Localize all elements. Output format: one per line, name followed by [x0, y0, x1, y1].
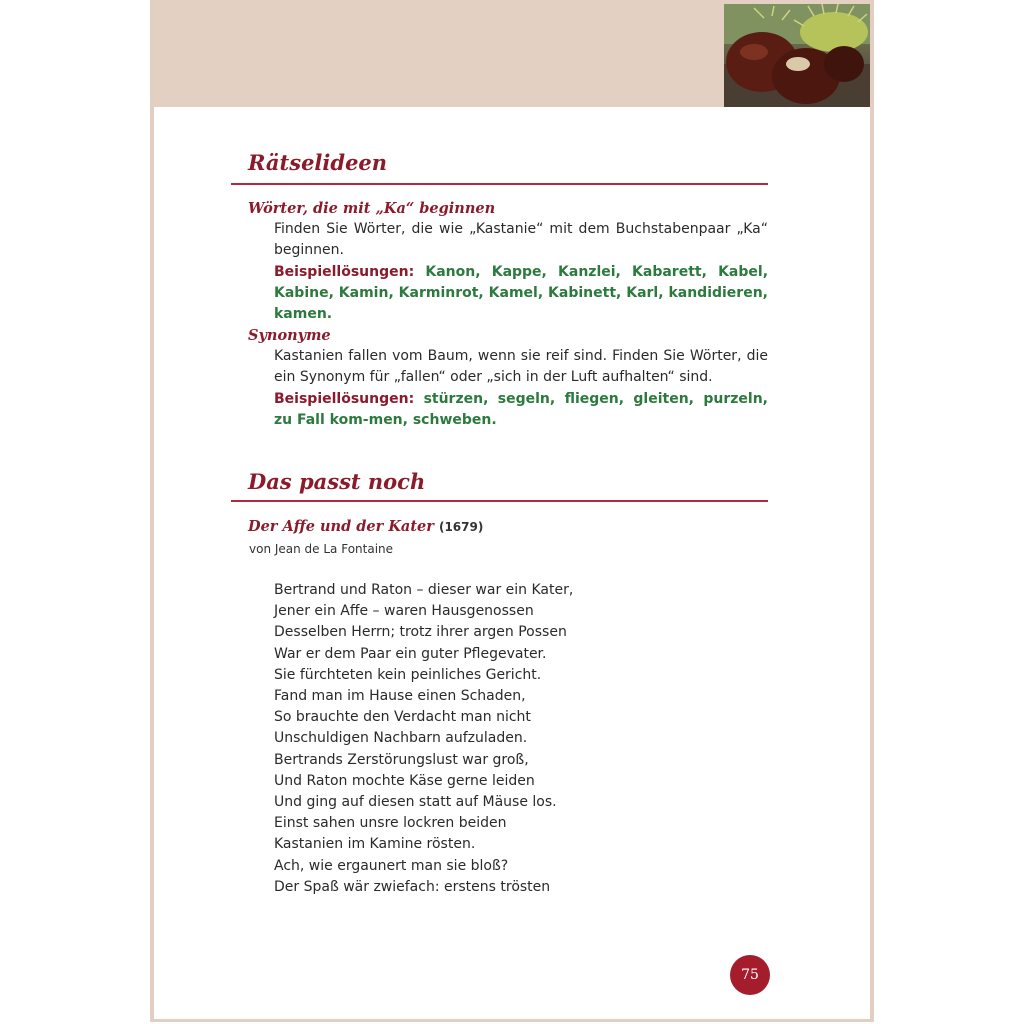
chestnut-photo: [724, 4, 870, 107]
poem-title: [248, 518, 483, 535]
poem-line: Bertrands Zerstörungslust war groß,: [274, 751, 529, 768]
poem-line: Bertrand und Raton – dieser war ein Kater,: [274, 582, 574, 598]
poem-line: Unschuldigen Nachbarn aufzuladen.: [274, 730, 528, 747]
paragraph-ka-words: Finden Sie Wörter, die wie „Kastanie“ mit dem Buchstabenpaar „Ka“ beginnen.: [274, 221, 768, 258]
poem-year: (1679): [438, 520, 484, 534]
poem-line: Kastanien im Kamine rösten.: [274, 836, 476, 853]
poem-line: Jener ein Affe – waren Hausgenossen: [274, 603, 534, 620]
poem-line: Sie fürchteten kein peinliches Gericht.: [274, 666, 542, 683]
solution-text: stürzen, segeln, fliegen, gleiten, purzeln, zu Fall kom-men, schweben.: [274, 391, 768, 428]
poem-line: Ach, wie ergaunert man sie bloß?: [274, 857, 509, 874]
section-title-raetselideen: Rätselideen: [248, 150, 388, 175]
solution-text: Kanon, Kappe, Kanzlei, Kabarett, Kabel, Kabine, Kamin, Karminrot, Kamel, Kabinett, Karl, kandidieren, kamen.: [274, 264, 769, 322]
poem-line: Einst sahen unsre lockren beiden: [274, 815, 507, 832]
poem-line: So brauchte den Verdacht man nicht: [274, 709, 531, 726]
poem-author: von Jean de La Fontaine: [249, 542, 394, 556]
poem-lines: [274, 580, 573, 898]
poem-line: War er dem Paar ein guter Pflegevater.: [274, 645, 547, 662]
solution-label: Beispiellösungen:: [274, 264, 415, 280]
paragraph-synonyme: Kastanien fallen vom Baum, wenn sie reif sind. Finden Sie Wörter, die ein Synonym für „fallen“ oder „sich in der Luft aufhalten“ sind.: [274, 348, 768, 385]
poem-line: Fand man im Hause einen Schaden,: [274, 688, 526, 705]
solution-synonyme: [274, 389, 768, 431]
page-number-badge: 75: [730, 955, 770, 995]
poem-line: Und ging auf diesen statt auf Mäuse los.: [274, 794, 557, 811]
subsection-title-ka-words: Wörter, die mit „Ka“ beginnen: [248, 200, 496, 217]
section-rule: [231, 183, 768, 185]
poem-title-text: Der Affe und der Kater: [248, 518, 434, 535]
solution-ka-words: [274, 262, 768, 325]
section-title-das-passt-noch: Das passt noch: [248, 469, 426, 494]
poem-line: Der Spaß wär zwiefach: erstens trösten: [274, 878, 551, 895]
poem-line: Desselben Herrn; trotz ihrer argen Possen: [274, 624, 567, 641]
solution-label: Beispiellösungen:: [274, 391, 415, 407]
subsection-title-synonyme: Synonyme: [248, 327, 331, 344]
section-rule: [231, 500, 768, 502]
poem-line: Und Raton mochte Käse gerne leiden: [274, 772, 535, 789]
